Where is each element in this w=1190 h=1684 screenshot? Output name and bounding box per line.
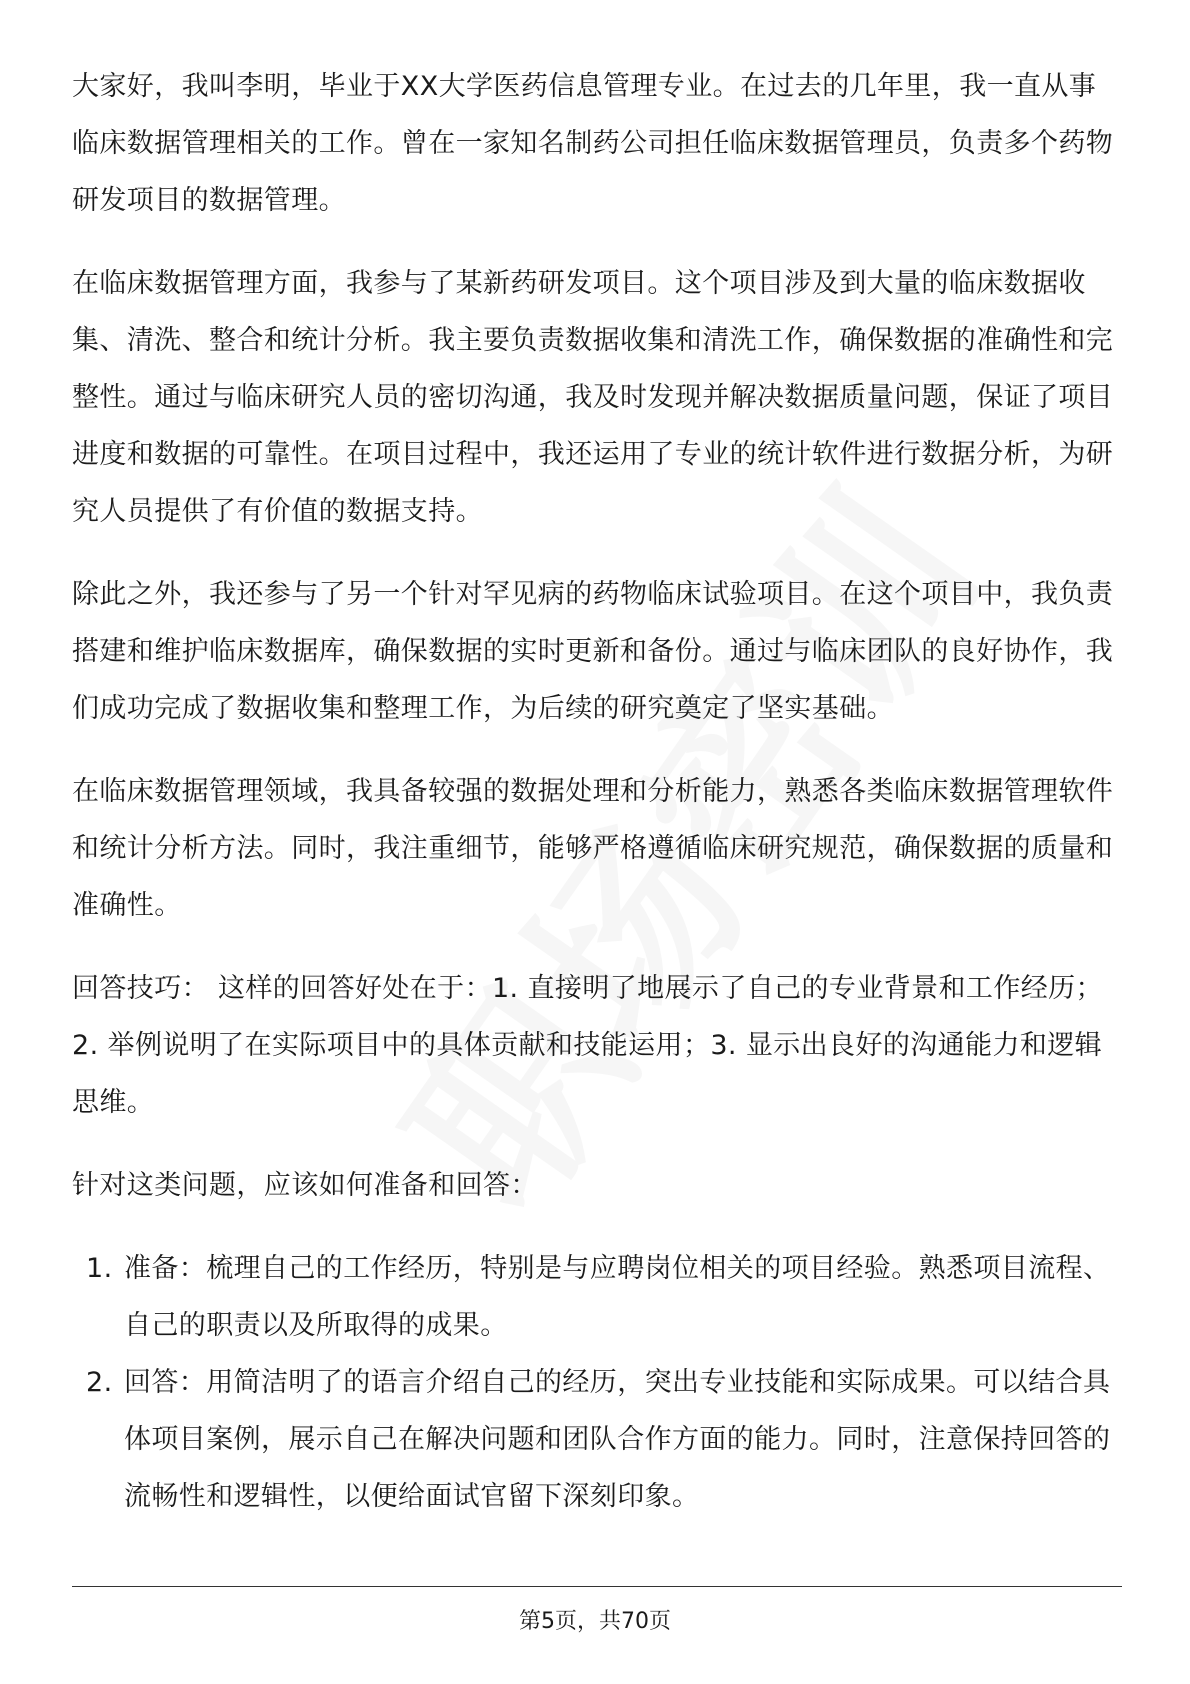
paragraph-project-one: 在临床数据管理方面，我参与了某新药研发项目。这个项目涉及到大量的临床数据收集、清洗、整合和统计分析。我主要负责数据收集和清洗工作，确保数据的准确性和完整性。通过与临床研究人员的密切沟通，我及时发现并解决数据质量问题，保证了项目进度和数据的可靠性。在项目过程中，我还运用了专业的统计软件进行数据分析，为研究人员提供了有价值的数据支持。 [72, 268, 1114, 527]
list-item [72, 1240, 1122, 1354]
list-item-text: 准备：梳理自己的工作经历，特别是与应聘岗位相关的项目经验。熟悉项目流程、自己的职责以及所取得的成果。 [124, 1253, 1111, 1341]
list-item-number: 2. [86, 1367, 113, 1398]
paragraph-skills: 在临床数据管理领域，我具备较强的数据处理和分析能力，熟悉各类临床数据管理软件和统计分析方法。同时，我注重细节，能够严格遵循临床研究规范，确保数据的质量和准确性。 [72, 776, 1114, 921]
paragraph-intro: 大家好，我叫李明，毕业于XX大学医药信息管理专业。在过去的几年里，我一直从事临床数据管理相关的工作。曾在一家知名制药公司担任临床数据管理员，负责多个药物研发项目的数据管理。 [72, 71, 1114, 216]
paragraph-project-two: 除此之外，我还参与了另一个针对罕见病的药物临床试验项目。在这个项目中，我负责搭建和维护临床数据库，确保数据的实时更新和备份。通过与临床团队的良好协作，我们成功完成了数据收集和整理工作，为后续的研究奠定了坚实基础。 [72, 579, 1114, 724]
list-item-number: 1. [86, 1253, 113, 1284]
list-item [72, 1354, 1122, 1525]
footer-divider [72, 1586, 1122, 1587]
paragraph-how-to-prepare: 针对这类问题，应该如何准备和回答： [72, 1170, 538, 1201]
advice-list [72, 1240, 1122, 1525]
list-item-text: 回答：用简洁明了的语言介绍自己的经历，突出专业技能和实际成果。可以结合具体项目案例，展示自己在解决问题和团队合作方面的能力。同时，注意保持回答的流畅性和逻辑性，以便给面试官留下深刻印象。 [124, 1367, 1111, 1512]
document-body [72, 58, 1122, 1525]
page-number: 第5页，共70页 [519, 1609, 671, 1634]
paragraph-tips: 回答技巧： 这样的回答好处在于：1. 直接明了地展示了自己的专业背景和工作经历；2. 举例说明了在实际项目中的具体贡献和技能运用；3. 显示出良好的沟通能力和逻辑思维。 [72, 973, 1103, 1118]
